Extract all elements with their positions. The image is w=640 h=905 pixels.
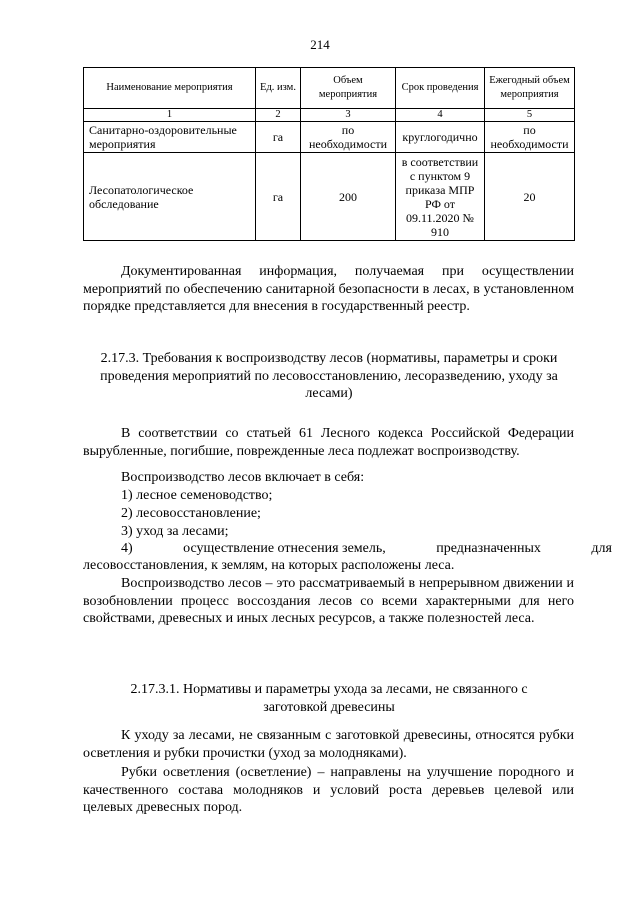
forest-measures-table [83,67,575,241]
list-item: 3) уход за лесами; [121,524,229,539]
section-heading-2-17-3-1: 2.17.3.1. Нормативы и параметры ухода за лесами, не связанного с заготовкой древесины [130,682,528,715]
column-number-row [84,109,575,122]
column-number: 3 [301,109,396,122]
section-heading-2-17-3: 2.17.3. Требования к воспроизводству лесов (нормативы, параметры и сроки проведения мероприятий по лесовосстановлению, лесоразведению, уходу за лесами) [100,351,558,401]
list-item-4-part: для [591,541,612,556]
page-number: 214 [310,37,330,52]
paragraph-clearing: Рубки осветления (осветление) – направлены на улучшение породного и качественного состава молодняков и условий роста деревьев целевой или целевых древесных пород. [83,765,574,815]
table-cell: га [256,153,301,241]
paragraph-article-61: В соответствии со статьей 61 Лесного кодекса Российской Федерации вырубленные, погибшие, поврежденные леса подлежат воспроизводству. [83,426,574,459]
table-row [84,153,575,241]
header-cell: Ед. изм. [256,68,301,109]
table-cell: Санитарно-оздоровительные мероприятия [84,122,256,153]
list-item: 2) лесовосстановление; [121,506,261,521]
header-cell: Срок проведения [396,68,485,109]
paragraph-includes: Воспроизводство лесов включает в себя: [121,470,365,485]
table-cell: по необходимости [301,122,396,153]
list-item-4-part: предназначенных [436,541,541,556]
header-cell: Ежегодный объем мероприятия [485,68,575,109]
table-cell: по необходимости [485,122,575,153]
table-cell: 200 [301,153,396,241]
paragraph-documented-info: Документированная информация, получаемая при осуществлении мероприятий по обеспечению санитарной безопасности в лесах, в установленном порядке представляется для внесения в государственный реестр. [83,264,574,314]
table-cell: 20 [485,153,575,241]
table-row [84,122,575,153]
table-cell: га [256,122,301,153]
column-number: 1 [84,109,256,122]
list-item: 1) лесное семеноводство; [121,488,273,503]
table-cell: круглогодично [396,122,485,153]
column-number: 5 [485,109,575,122]
column-number: 2 [256,109,301,122]
table-cell: Лесопатологическое обследование [84,153,256,241]
list-item-4-part: 4) [121,541,133,556]
list-item-4 [83,540,612,558]
table-cell: в соответствии с пунктом 9 приказа МПР РФ от 09.11.2020 № 910 [396,153,485,241]
paragraph-care: К уходу за лесами, не связанным с заготовкой древесины, относятся рубки осветления и рубки прочистки (уход за молодняками). [83,728,574,761]
column-number: 4 [396,109,485,122]
paragraph-definition: Воспроизводство лесов – это рассматриваемый в непрерывном движении и возобновлении процесс воссоздания лесов со всеми характерными для него свойствами, древесных и иных лесных ресурсов, а также полезностей леса. [83,576,574,626]
list-item-4-part: осуществление отнесения земель, [183,541,386,556]
table-header-row [84,68,575,109]
header-cell: Объем мероприятия [301,68,396,109]
header-cell: Наименование мероприятия [84,68,256,109]
list-item-4-continuation: лесовосстановления, к землям, на которых расположены леса. [83,558,455,573]
